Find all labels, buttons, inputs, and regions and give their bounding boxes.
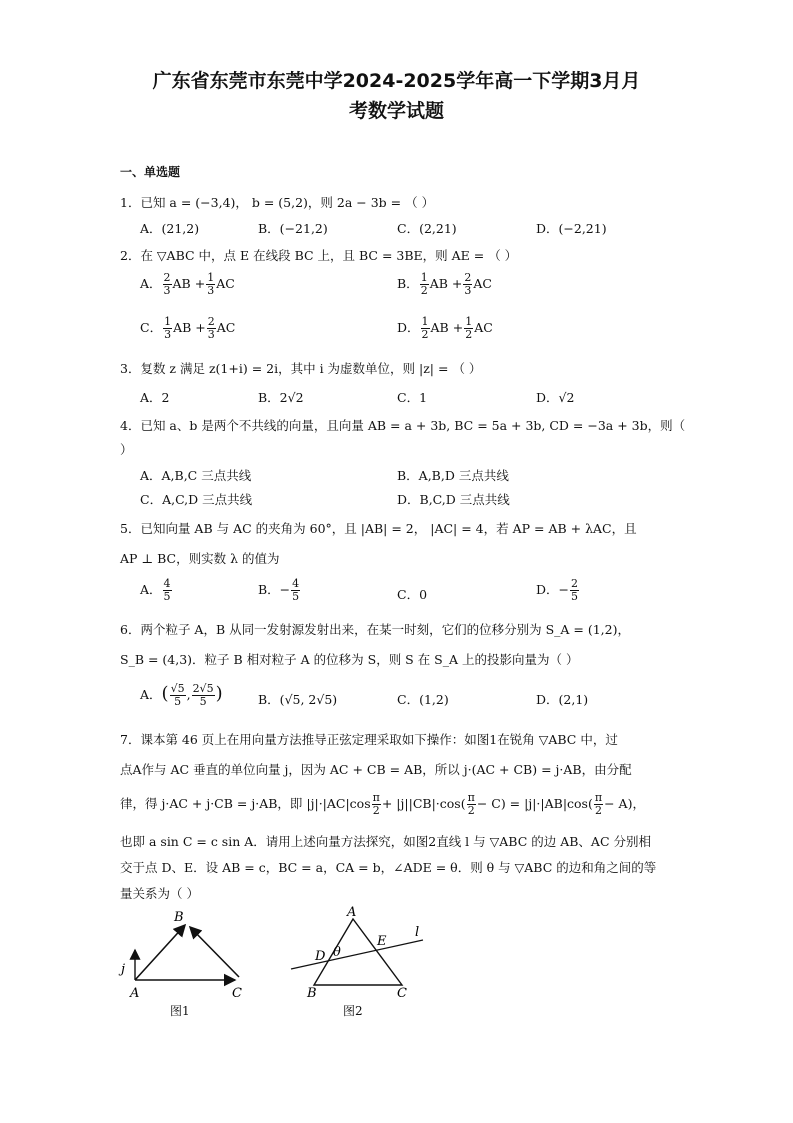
page-title — [60, 66, 733, 126]
q2-option-a: A． $\frac{2}{3}$ AB + $\frac{1}{3}$ AC — [140, 271, 235, 297]
title-line-1: 广东省东莞市东莞中学2024-2025学年高一下学期3月月 — [152, 70, 641, 92]
figure-2-caption: 图2 — [343, 1004, 363, 1018]
figure-1 — [110, 905, 260, 1000]
q5-stem-line-1: 5．已知向量 AB 与 AC 的夹角为 60°，且 |AB| = 2， |AC| = 4，若 AP = AB + λAC，且 — [120, 521, 637, 536]
q7-line-3: 律，得 j·AC + j·CB = j·AB，即 |j|·|AC|cos $\frac{\pi}{2}$ + |j||CB|·cos( $\frac{\pi}{2}$ − C) = |j|·|AB|cos( $\frac{\pi}{2}$ − A)， — [120, 791, 645, 817]
fig1-label-a: A — [130, 986, 140, 1001]
q5-stem-line-2: AP ⊥ BC，则实数 λ 的值为 — [120, 551, 280, 566]
q5-option-d: D．− $\frac{2}{5}$ — [536, 577, 578, 603]
q4-stem-line-1: 4．已知 a、b 是两个不共线的向量，且向量 AB = a + 3b, BC = 5a + 3b, CD = −3a + 3b，则（ — [120, 418, 686, 433]
q7-line-4: 也即 a sin C = c sin A．请用上述向量方法探究，如图2直线 l 与 ▽ABC 的边 AB、AC 分别相 — [120, 834, 651, 849]
section-heading: 一、单选题 — [120, 165, 181, 179]
q6-option-a: A．( $\frac{√5}{5}$ , $\frac{2√5}{5}$ ) — [140, 682, 223, 708]
title-line-2: 考数学试题 — [348, 100, 444, 122]
q1-option-d: D．(−2,21) — [536, 221, 607, 236]
vector-ab — [135, 925, 185, 980]
fig1-label-j: j — [121, 962, 126, 977]
q1-option-c: C．(2,21) — [397, 221, 457, 236]
line-l — [291, 940, 423, 969]
q6-option-c: C．(1,2) — [397, 692, 449, 707]
q6-stem-line-1: 6．两个粒子 A，B 从同一发射源发射出来，在某一时刻，它们的位移分别为 S_A = (1,2)， — [120, 622, 630, 637]
fig2-label-c: C — [397, 986, 407, 1001]
fig2-label-theta: θ — [333, 945, 341, 960]
figure-2 — [285, 905, 435, 1000]
q3-option-c: C．1 — [397, 390, 428, 405]
q3-stem: 3．复数 z 满足 z(1+i) = 2i，其中 i 为虚数单位，则 |z| = （ ） — [120, 361, 482, 376]
fig2-label-a: A — [347, 905, 357, 920]
q4-option-d: D．B,C,D 三点共线 — [397, 492, 510, 507]
fig1-label-c: C — [232, 986, 242, 1001]
q1-option-b: B．(−21,2) — [258, 221, 328, 236]
fig2-label-b: B — [307, 986, 317, 1001]
q3-option-a: A．2 — [140, 390, 170, 405]
q4-stem-line-2: ） — [120, 442, 133, 457]
q1-option-a: A．(21,2) — [140, 221, 200, 236]
q2-stem: 2．在 ▽ABC 中，点 E 在线段 BC 上，且 BC = 3BE，则 AE = （ ） — [120, 248, 518, 263]
q7-line-1: 7．课本第 46 页上在用向量方法推导正弦定理采取如下操作：如图1在锐角 ▽ABC 中，过 — [120, 732, 618, 747]
q4-option-b: B．A,B,D 三点共线 — [397, 468, 509, 483]
q7-line-6: 量关系为（ ） — [120, 886, 199, 901]
q2-option-c: C． $\frac{1}{3}$ AB + $\frac{2}{3}$ AC — [140, 315, 236, 341]
figure-1-caption: 图1 — [170, 1004, 190, 1018]
q6-option-d: D．(2,1) — [536, 692, 589, 707]
q3-option-b: B．2√2 — [258, 390, 304, 405]
q5-option-b: B．− $\frac{4}{5}$ — [258, 577, 300, 603]
q5-option-c: C．0 — [397, 587, 428, 602]
fig1-label-b: B — [174, 910, 184, 925]
vector-cb — [190, 927, 239, 977]
fig2-label-e: E — [377, 934, 387, 949]
q7-line-5: 交于点 D、E．设 AB = c，BC = a，CA = b，∠ADE = θ．则 θ 与 ▽ABC 的边和角之间的等 — [120, 860, 657, 875]
q3-option-d: D．√2 — [536, 390, 575, 405]
q4-option-a: A．A,B,C 三点共线 — [140, 468, 252, 483]
q4-option-c: C．A,C,D 三点共线 — [140, 492, 253, 507]
q5-option-a: A． $\frac{4}{5}$ — [140, 577, 171, 603]
triangle-abc — [314, 919, 402, 985]
fig2-label-d: D — [315, 949, 326, 964]
q6-stem-line-2: S_B = (4,3)．粒子 B 相对粒子 A 的位移为 S，则 S 在 S_A 上的投影向量为（ ） — [120, 652, 579, 667]
q7-line-2: 点A作与 AC 垂直的单位向量 j，因为 AC + CB = AB，所以 j·(AC + CB) = j·AB，由分配 — [120, 762, 632, 777]
q2-option-b: B． $\frac{1}{2}$ AB + $\frac{2}{3}$ AC — [397, 271, 492, 297]
q2-option-d: D． $\frac{1}{2}$ AB + $\frac{1}{2}$ AC — [397, 315, 493, 341]
fig2-label-l: l — [415, 925, 420, 940]
q6-option-b: B．(√5, 2√5) — [258, 692, 338, 707]
q1-stem: 1．已知 a = (−3,4)， b = (5,2)，则 2a − 3b = （ ） — [120, 195, 435, 210]
